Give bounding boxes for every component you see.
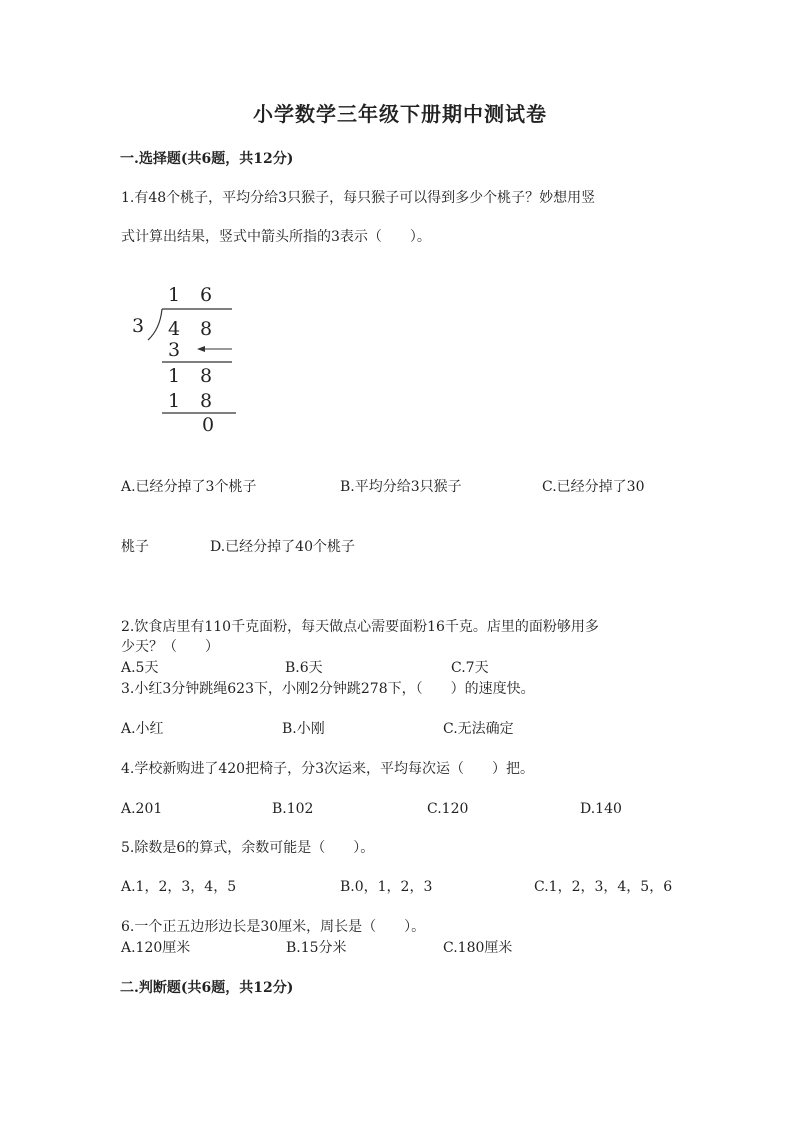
section-heading-choice: 一.选择题(共6题，共12分): [120, 151, 294, 167]
arrow-head-icon: [197, 346, 205, 352]
q4-option-b: B.102: [272, 801, 314, 817]
q4-option-a: A.201: [121, 801, 163, 817]
question-2-line-2: 少天？（ ）: [121, 639, 219, 655]
question-6-line-1: 6.一个正五边形边长是30厘米，周长是（ ）。: [121, 919, 426, 935]
dividend-digit-1: 4: [168, 318, 181, 340]
question-4-line-1: 4.学校新购进了420把椅子，分3次运来，平均每次运（ ）把。: [121, 761, 534, 777]
step2-digit-1: 1: [168, 365, 181, 387]
step1-digit: 3: [168, 339, 181, 361]
q3-option-a: A.小红: [121, 721, 164, 737]
dividend-digit-2: 8: [200, 318, 213, 340]
step2-digit-2: 8: [200, 365, 213, 387]
q2-option-c: C.7天: [451, 660, 489, 676]
division-bracket: [148, 309, 162, 340]
step3-digit-2: 8: [200, 390, 213, 412]
quotient-digit-1: 1: [168, 284, 181, 306]
q1-option-a: A.已经分掉了3个桃子: [121, 479, 257, 495]
q2-option-a: A.5天: [121, 660, 159, 676]
q3-option-c: C.无法确定: [443, 721, 514, 737]
q5-option-c: C.1，2，3，4，5，6: [534, 879, 673, 895]
question-1-line-1: 1.有48个桃子，平均分给3只猴子，每只猴子可以得到多少个桃子？妙想用竖: [121, 190, 596, 206]
q5-option-b: B.0，1，2，3: [340, 879, 433, 895]
quotient-digit-2: 6: [200, 284, 213, 306]
q6-option-c: C.180厘米: [443, 940, 513, 956]
q1-option-d: D.已经分掉了40个桃子: [210, 539, 355, 555]
remainder: 0: [202, 414, 215, 436]
q6-option-b: B.15分米: [286, 940, 347, 956]
q1-option-c-continued: 桃子: [121, 539, 149, 555]
q1-option-b: B.平均分给3只猴子: [340, 479, 462, 495]
long-division-figure: [128, 284, 248, 444]
q5-option-a: A.1，2，3，4，5: [121, 879, 237, 895]
q6-option-a: A.120厘米: [121, 940, 191, 956]
q1-option-c: C.已经分掉了30: [542, 479, 645, 495]
question-5-line-1: 5.除数是6的算式，余数可能是（ ）。: [121, 840, 375, 856]
step3-digit-1: 1: [168, 390, 181, 412]
q4-option-d: D.140: [580, 801, 622, 817]
q4-option-c: C.120: [427, 801, 469, 817]
q3-option-b: B.小刚: [282, 721, 325, 737]
question-1-line-2: 式计算出结果，竖式中箭头所指的3表示（ ）。: [121, 229, 431, 245]
page-title: 小学数学三年级下册期中测试卷: [253, 102, 547, 126]
question-2-line-1: 2.饮食店里有110千克面粉，每天做点心需要面粉16千克。店里的面粉够用多: [121, 619, 599, 635]
q2-option-b: B.6天: [285, 660, 323, 676]
divisor: 3: [132, 315, 145, 337]
question-3-line-1: 3.小红3分钟跳绳623下，小刚2分钟跳278下，（ ）的速度快。: [121, 681, 535, 697]
section-heading-judgement: 二.判断题(共6题，共12分): [120, 980, 294, 996]
